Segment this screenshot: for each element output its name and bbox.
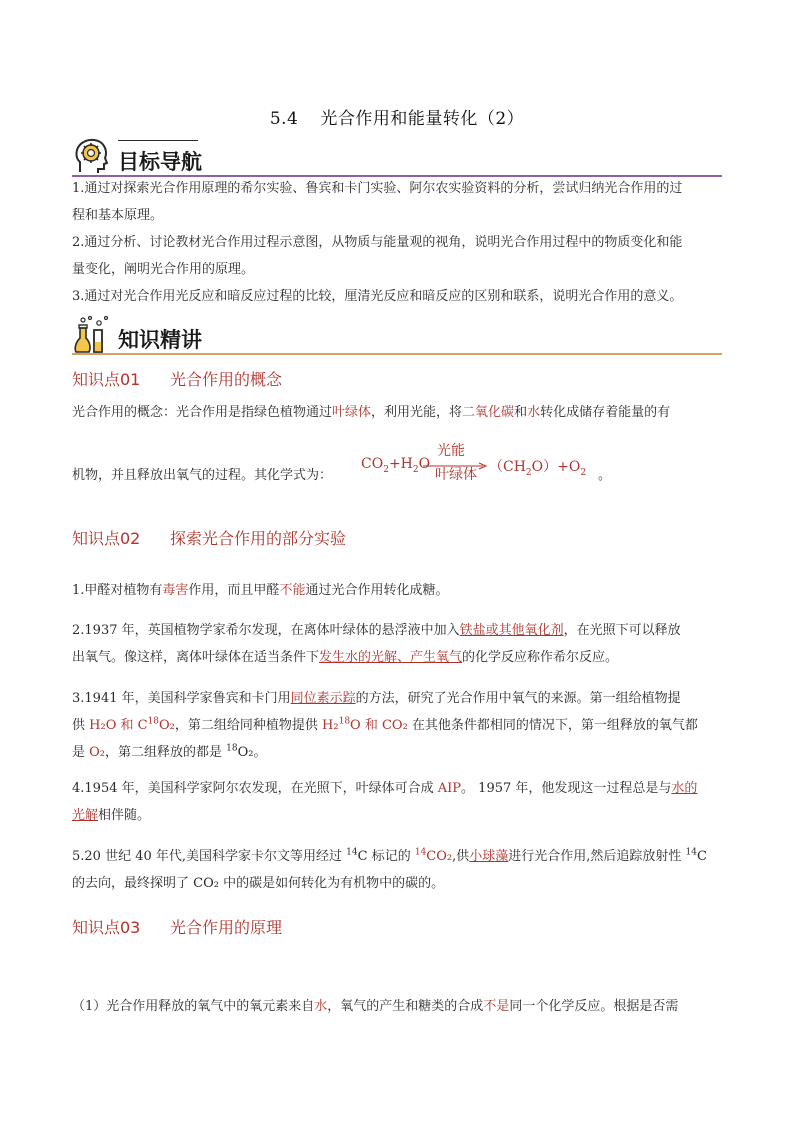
term-group2-supply: H₂$^{18}$O 和 CO₂ (322, 716, 408, 733)
kp3-number: 知识点03 (72, 918, 141, 937)
term-not-same: 不是 (483, 999, 510, 1014)
term-water-of: 水的 (671, 781, 698, 796)
kp2-item-5: 5.20 世纪 40 年代,美国科学家卡尔文等用经过 $^{14}$C 标记的 $^{14}$CO₂,供小球藻进行光合作用,然后追踪放射性 $^{14}$C 的去向，最终探明了 CO₂ 中的碳是如何转化为有机物中的碳的。 (72, 847, 707, 891)
term-cannot: 不能 (279, 583, 306, 598)
term-14co2: CO₂ (426, 849, 453, 864)
kp3-paragraph: （1）光合作用释放的氧气中的氧元素来自水，氧气的产生和糖类的合成不是同一个化学反应。根据是否需 (72, 999, 679, 1014)
goal-line-1: 1.通过对探索光合作用原理的希尔实验、鲁宾和卡门实验、阿尔农实验资料的分析，尝试归纳光合作用的过 (72, 181, 683, 196)
kp1-term-chloroplast: 叶绿体 (332, 405, 372, 420)
kp1-term-water: 水 (527, 405, 541, 420)
formula-reactants: $CO_2+H_2O$ (361, 456, 431, 475)
kp1-text-c: ，利用光能，将 (371, 405, 463, 420)
photosynthesis-formula (359, 438, 599, 490)
page-title (0, 104, 794, 129)
title-number: 5.4 (269, 109, 299, 129)
kp2-number: 知识点02 (72, 529, 141, 548)
knowledge-section-divider (72, 353, 722, 356)
kp3-title: 光合作用的原理 (170, 918, 283, 937)
goal-list (72, 175, 724, 310)
brain-gear-icon (72, 136, 112, 180)
goal-title-overline (118, 140, 198, 141)
term-group1-supply: H₂O 和 $C^{18}O_2$ (89, 716, 175, 733)
kp2-item-1: 1.甲醛对植物有毒害作用，而且甲醛不能通过光合作用转化成糖。 (72, 583, 449, 598)
term-chlorella: 小球藻 (469, 849, 509, 864)
term-toxic: 毒害 (162, 583, 189, 598)
kp1-definition (72, 399, 724, 426)
kp1-text-g: 转化成储存着能量的有 (540, 405, 671, 420)
knowledge-section-title: 知识精讲 (118, 328, 202, 352)
kp2-title: 探索光合作用的部分实验 (170, 529, 347, 548)
lab-flask-icon (72, 314, 112, 358)
kp3-heading (72, 915, 282, 938)
kp1-term-co2: 二氧化碳 (462, 405, 515, 420)
goal-line-3: 2.通过分析、讨论教材光合作用过程示意图，从物质与能量观的视角，说明光合作用过程中的物质变化和能 (72, 235, 683, 250)
knowledge-section-header (72, 314, 722, 356)
term-photolysis-2: 光解 (72, 808, 99, 823)
kp1-number: 知识点01 (72, 370, 141, 389)
term-isotope-tracing: 同位素示踪 (290, 691, 356, 706)
term-water-source: 水 (314, 999, 328, 1014)
kp2-item-3: 3.1941 年，美国科学家鲁宾和卡门用同位素示踪的方法，研究了光合作用中氧气的来源。第一组给植物提 供 H₂O 和 $C^{18}O_2$，第二组给同种植物提供 H₂$^{18}$O 和 CO₂ 在其他条件都相同的情况下，第一组释放的氧气都 是 O₂，第二组释放的都是 $^{18}$O₂。 (72, 691, 698, 760)
kp1-definition-line2: 机物，并且释放出氧气的过程。其化学式为： (72, 468, 333, 483)
kp2-item-4: 4.1954 年，美国科学家阿尔农发现，在光照下，叶绿体可合成 AIP。 1957 年，他发现这一过程总是与水的 光解相伴随。 (72, 781, 698, 823)
formula-condition-light: 光能 (437, 443, 465, 459)
term-photolysis: 发生水的光解、产生氧气 (319, 650, 463, 665)
kp1-text-e: 和 (514, 405, 528, 420)
goal-section-title: 目标导航 (118, 150, 202, 174)
goal-section-header (72, 136, 722, 178)
goal-line-5: 3.通过对光合作用光反应和暗反应过程的比较，厘清光反应和暗反应的区别和联系，说明光合作用的意义。 (72, 289, 683, 304)
kp2-item-2: 2.1937 年，英国植物学家希尔发现，在离体叶绿体的悬浮液中加入铁盐或其他氧化剂，在光照下可以释放 出氧气。像这样，离体叶绿体在适当条件下发生水的光解、产生氧气的化学反应称作希尔反应。 (72, 623, 681, 665)
title-text: 光合作用和能量转化（2） (320, 109, 525, 129)
formula-condition-chloroplast: 叶绿体 (435, 467, 477, 483)
goal-line-2: 程和基本原理。 (72, 208, 164, 223)
term-iron-salt: 铁盐或其他氧化剂 (459, 623, 564, 638)
kp1-text-a: 光合作用的概念：光合作用是指绿色植物通过 (72, 405, 333, 420)
kp2-heading (72, 526, 346, 549)
kp1-title: 光合作用的概念 (170, 370, 283, 389)
term-aip: AIP (437, 781, 462, 796)
formula-period: 。 (598, 468, 612, 483)
term-o2: O₂ (89, 745, 106, 760)
formula-products: $(CH_2O)+O_2$ (489, 459, 587, 478)
kp1-heading (72, 367, 282, 390)
goal-line-4: 量变化，阐明光合作用的原理。 (72, 262, 255, 277)
